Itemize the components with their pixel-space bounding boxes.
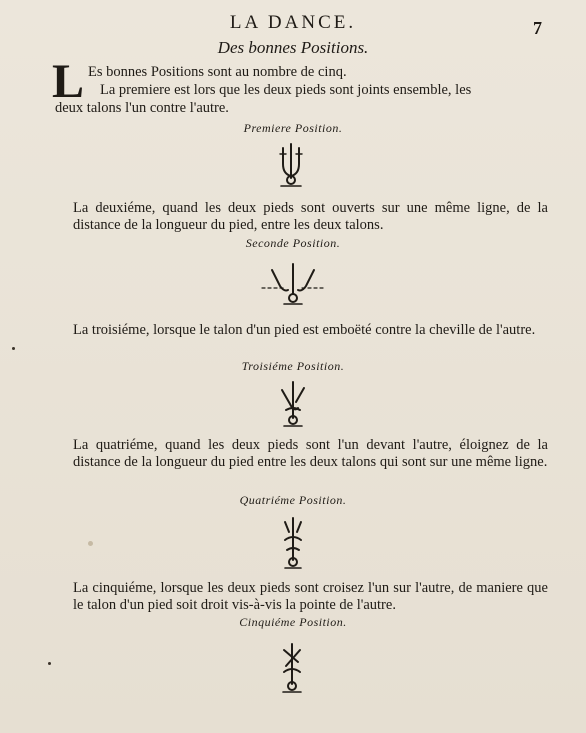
second-position-diagram-icon	[258, 260, 328, 308]
position-label-5: Cinquiéme Position.	[239, 615, 347, 629]
third-position-diagram-icon	[272, 378, 314, 430]
position-label-2: Seconde Position.	[245, 236, 341, 250]
position-label-1: Premiere Position.	[243, 121, 343, 135]
position-text-5: La cinquiéme, lorsque les deux pieds sont croisez l'un sur l'autre, de maniere que le talon d'un pied soit droit vis-à-vis la pointe de l'autre.	[73, 580, 548, 613]
intro-line-1: Es bonnes Positions sont au nombre de cinq.	[88, 64, 347, 80]
paper-speck	[88, 541, 93, 546]
paper-speck	[48, 662, 51, 665]
intro-line-3: deux talons l'un contre l'autre.	[55, 100, 229, 116]
position-text-4: La quatriéme, quand les deux pieds sont l'un devant l'autre, éloignez de la distance de la longueur du pied entre les deux talons qui sont sur une même ligne.	[73, 437, 548, 470]
intro-line-2: La premiere est lors que les deux pieds sont joints ensemble, les	[100, 82, 472, 98]
paper-speck	[12, 347, 15, 350]
position-text-3: La troisiéme, lorsque le talon d'un pied est emboëté contre la cheville de l'autre.	[73, 322, 536, 338]
page-number: 7	[533, 18, 542, 38]
drop-cap: L	[52, 55, 85, 108]
first-position-diagram-icon	[269, 140, 313, 190]
position-text-2: La deuxiéme, quand les deux pieds sont ouverts sur une même ligne, de la distance de la longueur du pied, entre les deux talons.	[73, 200, 548, 233]
position-label-3: Troisiéme Position.	[241, 359, 345, 373]
position-label-4: Quatriéme Position.	[239, 493, 347, 507]
fifth-position-diagram-icon	[272, 640, 312, 696]
running-head: LA DANCE.	[229, 12, 357, 33]
section-heading: Des bonnes Positions.	[217, 38, 369, 57]
fourth-position-diagram-icon	[275, 514, 311, 572]
